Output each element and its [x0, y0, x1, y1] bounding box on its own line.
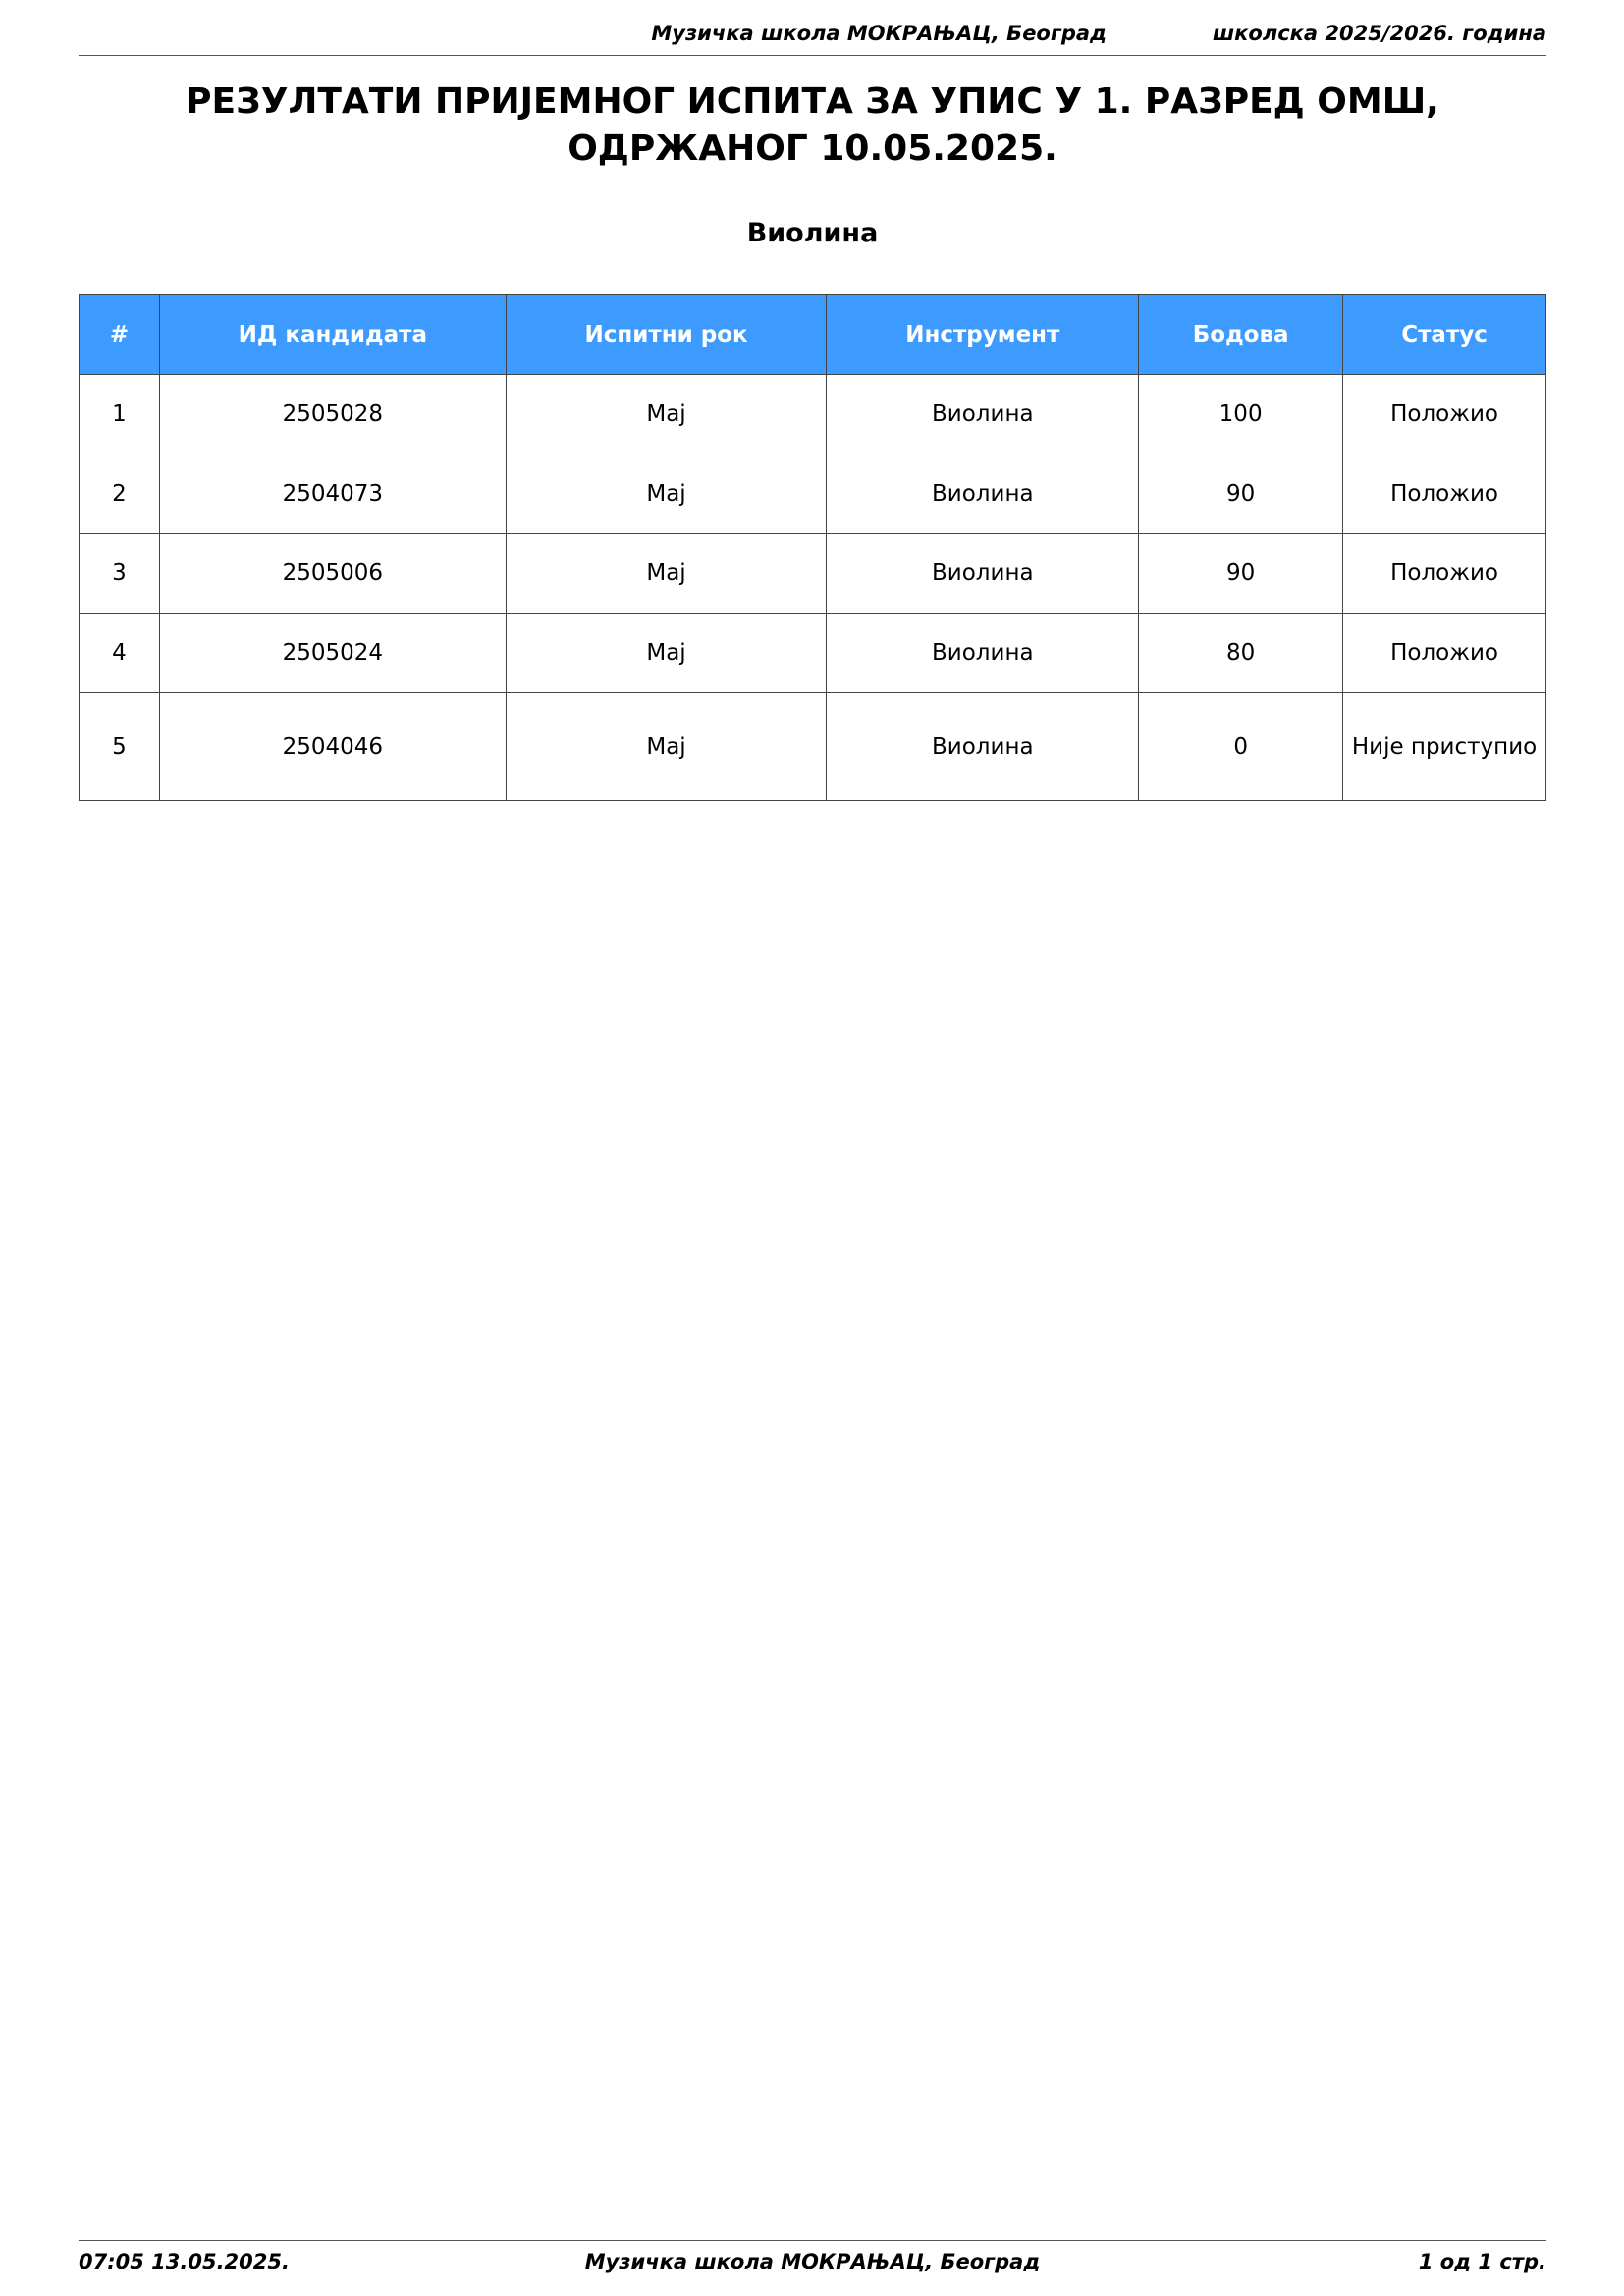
cell-status: Положио: [1343, 454, 1546, 534]
cell-number: 1: [80, 375, 160, 454]
cell-number: 2: [80, 454, 160, 534]
footer-page-number: 1 од 1 стр.: [1418, 2250, 1546, 2273]
table-row: [80, 693, 1546, 801]
header-school: Музичка школа МОКРАЊАЦ, Београд: [651, 22, 1107, 45]
results-table: [79, 294, 1546, 801]
cell-number: 3: [80, 534, 160, 614]
cell-exam-term: Мај: [506, 375, 827, 454]
footer-timestamp: 07:05 13.05.2025.: [79, 2250, 290, 2273]
cell-exam-term: Мај: [506, 534, 827, 614]
page-title: РЕЗУЛТАТИ ПРИЈЕМНОГ ИСПИТА ЗА УПИС У 1. РАЗРЕД ОМШ, ОДРЖАНОГ 10.05.2025.: [186, 81, 1439, 169]
cell-exam-term: Мај: [506, 454, 827, 534]
cell-points: 0: [1139, 693, 1343, 801]
cell-candidate-id: 2504073: [159, 454, 506, 534]
cell-candidate-id: 2505024: [159, 614, 506, 693]
footer-school: Музичка школа МОКРАЊАЦ, Београд: [584, 2250, 1041, 2273]
column-header-exam-term: Испитни рок: [506, 295, 827, 375]
cell-instrument: Виолина: [827, 454, 1139, 534]
cell-status: Положио: [1343, 614, 1546, 693]
column-header-status: Статус: [1343, 295, 1546, 375]
table-row: [80, 375, 1546, 454]
table-header-row: [80, 295, 1546, 375]
instrument-subtitle: Виолина: [746, 218, 879, 248]
table-row: [80, 614, 1546, 693]
cell-instrument: Виолина: [827, 693, 1139, 801]
cell-exam-term: Мај: [506, 614, 827, 693]
cell-status: Положио: [1343, 534, 1546, 614]
page-header: [79, 22, 1546, 56]
cell-points: 80: [1139, 614, 1343, 693]
cell-status: Положио: [1343, 375, 1546, 454]
cell-exam-term: Мај: [506, 693, 827, 801]
table-row: [80, 454, 1546, 534]
header-school-year: школска 2025/2026. година: [1212, 22, 1546, 45]
cell-candidate-id: 2504046: [159, 693, 506, 801]
cell-instrument: Виолина: [827, 614, 1139, 693]
cell-points: 90: [1139, 454, 1343, 534]
column-header-number: #: [80, 295, 160, 375]
cell-candidate-id: 2505028: [159, 375, 506, 454]
cell-status: Није приступио: [1343, 693, 1546, 801]
column-header-candidate-id: ИД кандидата: [159, 295, 506, 375]
table-row: [80, 534, 1546, 614]
page-footer: [79, 2240, 1546, 2279]
column-header-points: Бодова: [1139, 295, 1343, 375]
cell-instrument: Виолина: [827, 375, 1139, 454]
cell-points: 90: [1139, 534, 1343, 614]
cell-points: 100: [1139, 375, 1343, 454]
cell-instrument: Виолина: [827, 534, 1139, 614]
column-header-instrument: Инструмент: [827, 295, 1139, 375]
cell-number: 5: [80, 693, 160, 801]
cell-number: 4: [80, 614, 160, 693]
cell-candidate-id: 2505006: [159, 534, 506, 614]
